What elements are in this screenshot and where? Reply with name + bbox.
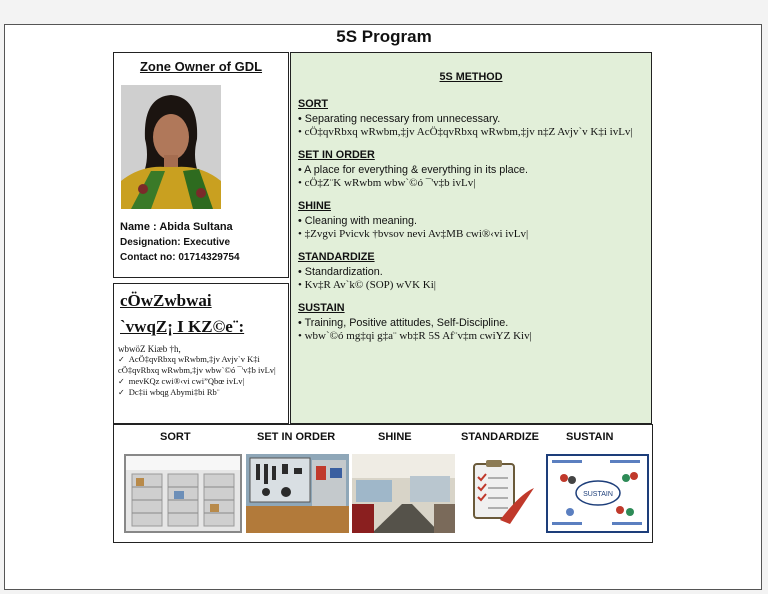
method-section-shine [298, 200, 644, 241]
section-title: SHINE [298, 200, 331, 212]
zone-owner-card [113, 52, 289, 278]
method-panel [290, 52, 652, 424]
method-section-sustain [298, 302, 644, 343]
page-title: 5S Program [336, 27, 432, 46]
responsibility-heading-2: `vwqZ¡ I KZ©e¨: [120, 317, 245, 336]
owner-photo [121, 85, 221, 209]
section-bangla: • wbw`©ó mg‡qi g‡a¨ wb‡R 5S Af¨v‡m cwiYZ Kiv| [298, 330, 532, 342]
responsibility-intro: wbwöZ Kiæb †h, [118, 344, 181, 354]
sort-warehouse-image [124, 454, 242, 533]
section-english: • Cleaning with meaning. [298, 215, 418, 227]
set-in-order-tools-image [246, 454, 349, 533]
list-item: ✓ AcÖ‡qvRbxq wRwbm,‡jv Avjv`v K‡i cÖ‡qvRbxq wRwbm,‡jv wbw`©ó ¯'v‡b ivLv| [118, 354, 288, 376]
section-title: SET IN ORDER [298, 149, 375, 161]
method-section-sort [298, 98, 644, 139]
standardize-checklist-image [460, 454, 540, 533]
sustain-diagram-label: SUSTAIN [583, 491, 613, 498]
responsibility-card [113, 283, 289, 424]
section-title: STANDARDIZE [298, 251, 375, 263]
owner-name: Name : Abida Sultana [120, 221, 233, 233]
section-english: • Training, Positive attitudes, Self-Discipline. [298, 317, 509, 329]
list-item: ✓ mevKQz cwi®‹vi cwi”Qbœ ivLv| [118, 376, 288, 387]
section-english: • A place for everything & everything in its place. [298, 164, 529, 176]
shine-workshop-image [352, 454, 455, 533]
method-section-set-in-order [298, 149, 644, 190]
section-title: SORT [298, 98, 328, 110]
zone-owner-heading: Zone Owner of GDL [139, 59, 263, 74]
strip-label-shine: SHINE [378, 431, 412, 443]
section-bangla: • Kv‡R Av`k© (SOP) wVK Ki| [298, 279, 436, 291]
method-section-standardize [298, 251, 644, 292]
section-bangla: • cÖ‡Z¨K wRwbm wbw`©ó ¯'v‡b ivLv| [298, 177, 476, 189]
responsibility-list [114, 354, 288, 398]
section-english: • Separating necessary from unnecessary. [298, 113, 501, 125]
section-english: • Standardization. [298, 266, 383, 278]
section-bangla: • cÖ‡qvRbxq wRwbm,‡jv AcÖ‡qvRbxq wRwbm,‡jv n‡Z Avjv`v K‡i ivLv| [298, 126, 633, 138]
strip-label-sort: SORT [160, 431, 191, 443]
owner-contact: Contact no: 01714329754 [120, 252, 240, 263]
5s-picture-strip [113, 424, 653, 543]
sustain-diagram-image [546, 454, 649, 533]
section-title: SUSTAIN [298, 302, 345, 314]
owner-designation: Designation: Executive [120, 237, 231, 248]
strip-label-standardize: STANDARDIZE [461, 431, 540, 443]
method-heading: 5S METHOD [439, 71, 503, 83]
responsibility-heading-1: cÖwZwbwai [120, 291, 212, 310]
strip-label-sustain: SUSTAIN [566, 431, 614, 443]
strip-label-set-in-order: SET IN ORDER [257, 431, 336, 443]
list-item: ✓ Dc‡ii wbqg Abymi‡bi Rb¨ [118, 387, 288, 398]
section-bangla: • ‡Zvgvi Pvicvk †bvsov nevi Av‡MB cwi®‹vi ivLv| [298, 228, 529, 240]
owner-info [120, 220, 240, 265]
